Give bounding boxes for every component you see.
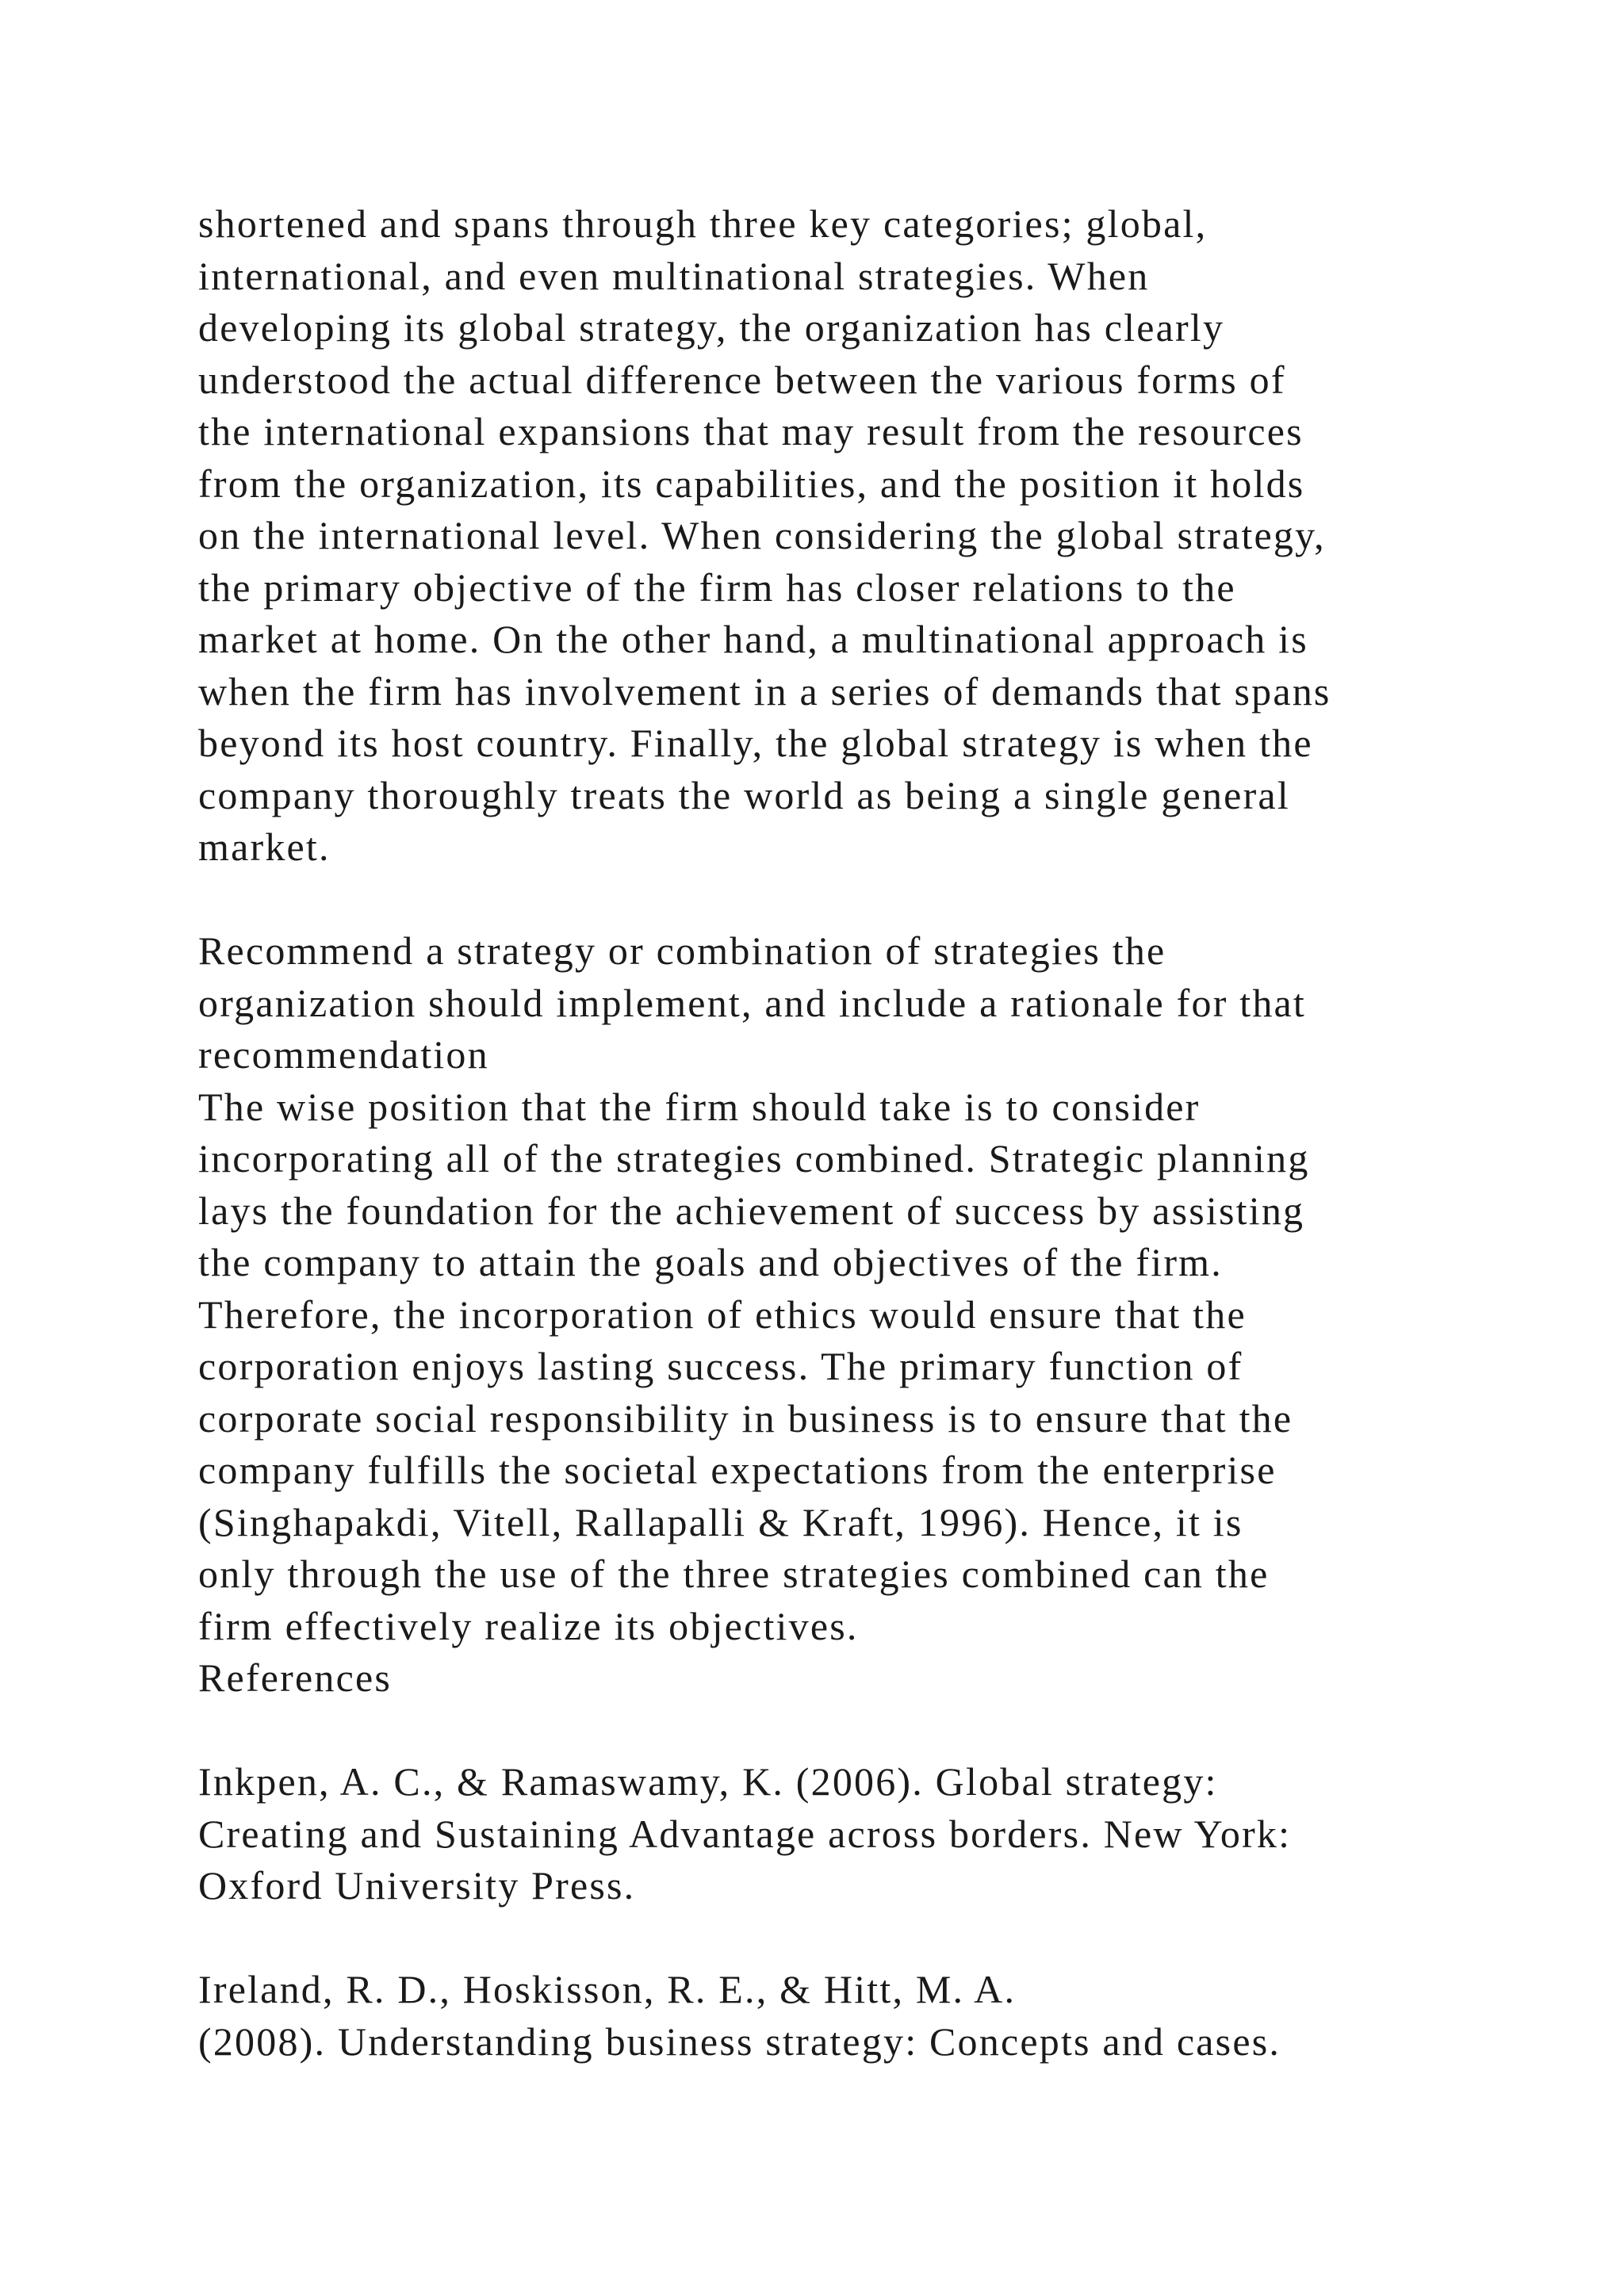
text-line: The wise position that the firm should take is to consider [198, 1084, 1201, 1129]
text-line: the international expansions that may result from the resources [198, 409, 1304, 453]
text-line: lays the foundation for the achievement of success by assisting [198, 1188, 1305, 1233]
text-line: when the firm has involvement in a series of demands that spans [198, 668, 1331, 714]
text-line: the primary objective of the firm has closer relations to the [198, 564, 1236, 610]
text-line: company thoroughly treats the world as being a single general [198, 772, 1290, 817]
reference-line: Oxford University Press. [198, 1863, 636, 1908]
references-title: References [198, 1655, 393, 1700]
reference-line: Inkpen, A. C., & Ramaswamy, K. (2006). Global strategy: [198, 1759, 1218, 1804]
paragraph-spacer [198, 1912, 1546, 1965]
text-line: Therefore, the incorporation of ethics would ensure that the [198, 1292, 1247, 1337]
text-line: the company to attain the goals and objectives of the firm. [198, 1240, 1223, 1284]
reference-line: Creating and Sustaining Advantage across borders. New York: [198, 1811, 1292, 1856]
paragraph-global-strategy [198, 198, 1546, 874]
reference-entry [198, 1964, 1546, 2068]
text-line: firm effectively realize its objectives. [198, 1603, 859, 1648]
text-line: beyond its host country. Finally, the global strategy is when the [198, 721, 1313, 765]
text-line: on the international level. When considering the global strategy, [198, 513, 1326, 557]
paragraph-spacer [198, 874, 1546, 926]
reference-line: Ireland, R. D., Hoskisson, R. E., & Hitt, M. A. [198, 1967, 1017, 2011]
heading-line: organization should implement, and include a rationale for that [198, 980, 1307, 1025]
text-line: understood the actual difference between the various forms of [198, 357, 1286, 402]
heading-line: recommendation [198, 1032, 489, 1077]
text-line: developing its global strategy, the organization has clearly [198, 305, 1225, 350]
text-line: corporation enjoys lasting success. The primary function of [198, 1344, 1243, 1388]
heading-line: Recommend a strategy or combination of strategies the [198, 928, 1166, 973]
text-line: international, and even multinational strategies. When [198, 253, 1150, 298]
text-line: shortened and spans through three key categories; global, [198, 201, 1208, 246]
text-line: market. [198, 825, 331, 869]
paragraph-spacer [198, 1705, 1546, 1757]
text-line: corporate social responsibility in business is to ensure that the [198, 1395, 1293, 1441]
document-body [198, 198, 1546, 2068]
recommendation-heading [198, 925, 1546, 1081]
text-line: incorporating all of the strategies combined. Strategic planning [198, 1136, 1310, 1181]
text-line: (Singhapakdi, Vitell, Rallapalli & Kraft, 1996). Hence, it is [198, 1499, 1243, 1544]
reference-entry [198, 1756, 1546, 1912]
text-line: from the organization, its capabilities, and the position it holds [198, 461, 1305, 506]
paragraph-recommendation [198, 1081, 1546, 1653]
text-line: market at home. On the other hand, a multinational approach is [198, 617, 1308, 661]
text-line: only through the use of the three strategies combined can the [198, 1552, 1270, 1596]
reference-line: (2008). Understanding business strategy: Concepts and cases. [198, 2019, 1281, 2064]
text-line: company fulfills the societal expectations from the enterprise [198, 1448, 1277, 1492]
